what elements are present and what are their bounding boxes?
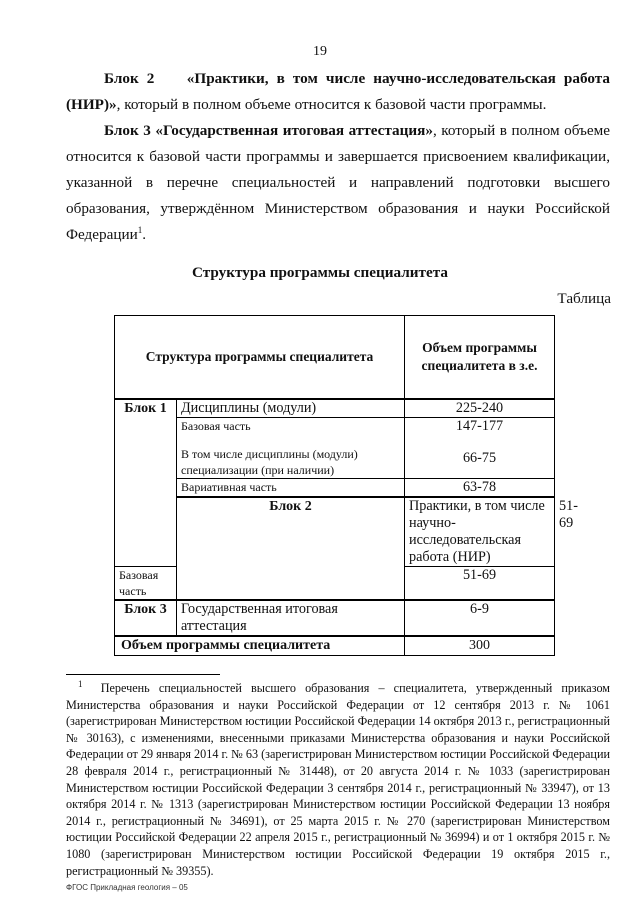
block-1-value: 225-240 [405,399,555,418]
table-row [115,399,555,418]
block-3-label: Блок 3 [104,122,151,139]
table-row: Блок 2 Практики, в том числе научно-исследовательская работа (НИР) 51-69 [115,497,555,567]
table-label: Таблица [557,290,611,307]
total-label: Объем программы специалитета [115,636,405,656]
block-1-label: Блок 1 [115,399,177,567]
block-2-title: «Практики, в том числе научно-исследовательская работа (НИР)» [66,70,610,113]
paragraph-block-3 [66,118,610,248]
block-2-basic-value: 51-69 [405,567,555,601]
table-header-row [115,316,555,400]
block-1-subvalues [405,418,555,479]
block-3-title-cell: Государственная итоговая аттестация [177,600,405,636]
block-1-specialization: В том числе дисциплины (модули) специализации (при наличии) [181,447,358,477]
block-2-text: , который в полном объеме относится к базовой части программы. [116,96,547,113]
block-1-subrows [177,418,405,479]
page-number: 19 [313,44,327,59]
block-1-basic-value: 147-177 [455,418,504,434]
block-1-basic: Базовая часть [181,419,251,433]
page-footer: ФГОС Прикладная геология – 05 [66,883,188,892]
footnote-text: Перечень специальностей высшего образования – специалитета, утвержденный приказом Министерства образования и науки Российской Федерации от 12 сентября 2013 г. № 1061 (зарегистрирован Министерством юстиции Российской Федерации 14 октября 2013 г., регистрационный № 30163), с изменениями, внесенными приказами Министерства образования и науки Российской Федерации от 29 января 2014 г. № 63 (зарегистрирован Министерством юстиции Российской Федерации 28 февраля 2014 г., регистрационный № 31448), от 20 августа 2014 г. № 1033 (зарегистрирован Министерством юстиции Российской Федерации 3 сентября 2014 г., регистрационный № 33947), от 13 октября 2014 г. № 1313 (зарегистрирован Министерством юстиции Российской Федерации 13 ноября 2014 г., регистрационный № 34691), от 25 марта 2015 г. № 270 (зарегистрирован Министерством юстиции Российской Федерации 22 апреля 2015 г., регистрационный № 36994) и от 1 октября 2015 г. № 1080 (зарегистрирован Министерством юстиции Российской Федерации 19 октября 2015 г., регистрационный № 39355). [66,681,611,878]
block-3-title: «Государственная итоговая аттестация» [155,122,433,139]
footnote-divider [66,674,220,675]
block-2-label-cell: Блок 2 [177,497,405,600]
footnote-reference[interactable]: 1 [137,224,143,235]
table-total-row [115,636,555,656]
table-row [115,418,555,479]
header-structure: Структура программы специалитета [115,316,405,400]
block-1-variable: Вариативная часть [177,479,405,498]
block-1-specialization-value: 66-75 [462,450,497,466]
table-row [115,600,555,636]
block-3-text: , который в полном объеме относится к базовой части программы и завершается присвоением квалификации, указанной в перечне специальностей и направлений подготовки высшего образования, утверждённом Министерством образования и науки Российской Федерации [66,122,611,243]
block-3-end: . [142,226,147,243]
block-1-title: Дисциплины (модули) [177,399,405,418]
block-2-basic: Базовая часть [115,567,177,601]
footnote [66,680,610,879]
program-structure-table [114,315,578,656]
block-1-variable-value: 63-78 [405,479,555,498]
block-2-title-cell: Практики, в том числе научно-исследовательская работа (НИР) [405,497,555,567]
block-2-label: Блок 2 [104,70,155,87]
block-3-label-cell: Блок 3 [115,600,177,636]
footnote-marker: 1 [78,678,83,689]
total-value: 300 [405,636,555,656]
table-row [115,479,555,498]
paragraph-block-2 [66,66,610,118]
block-3-value: 6-9 [405,600,555,636]
structure-title: Структура программы специалитета [192,264,448,281]
header-volume: Объем программы специалитета в з.е. [405,316,555,400]
